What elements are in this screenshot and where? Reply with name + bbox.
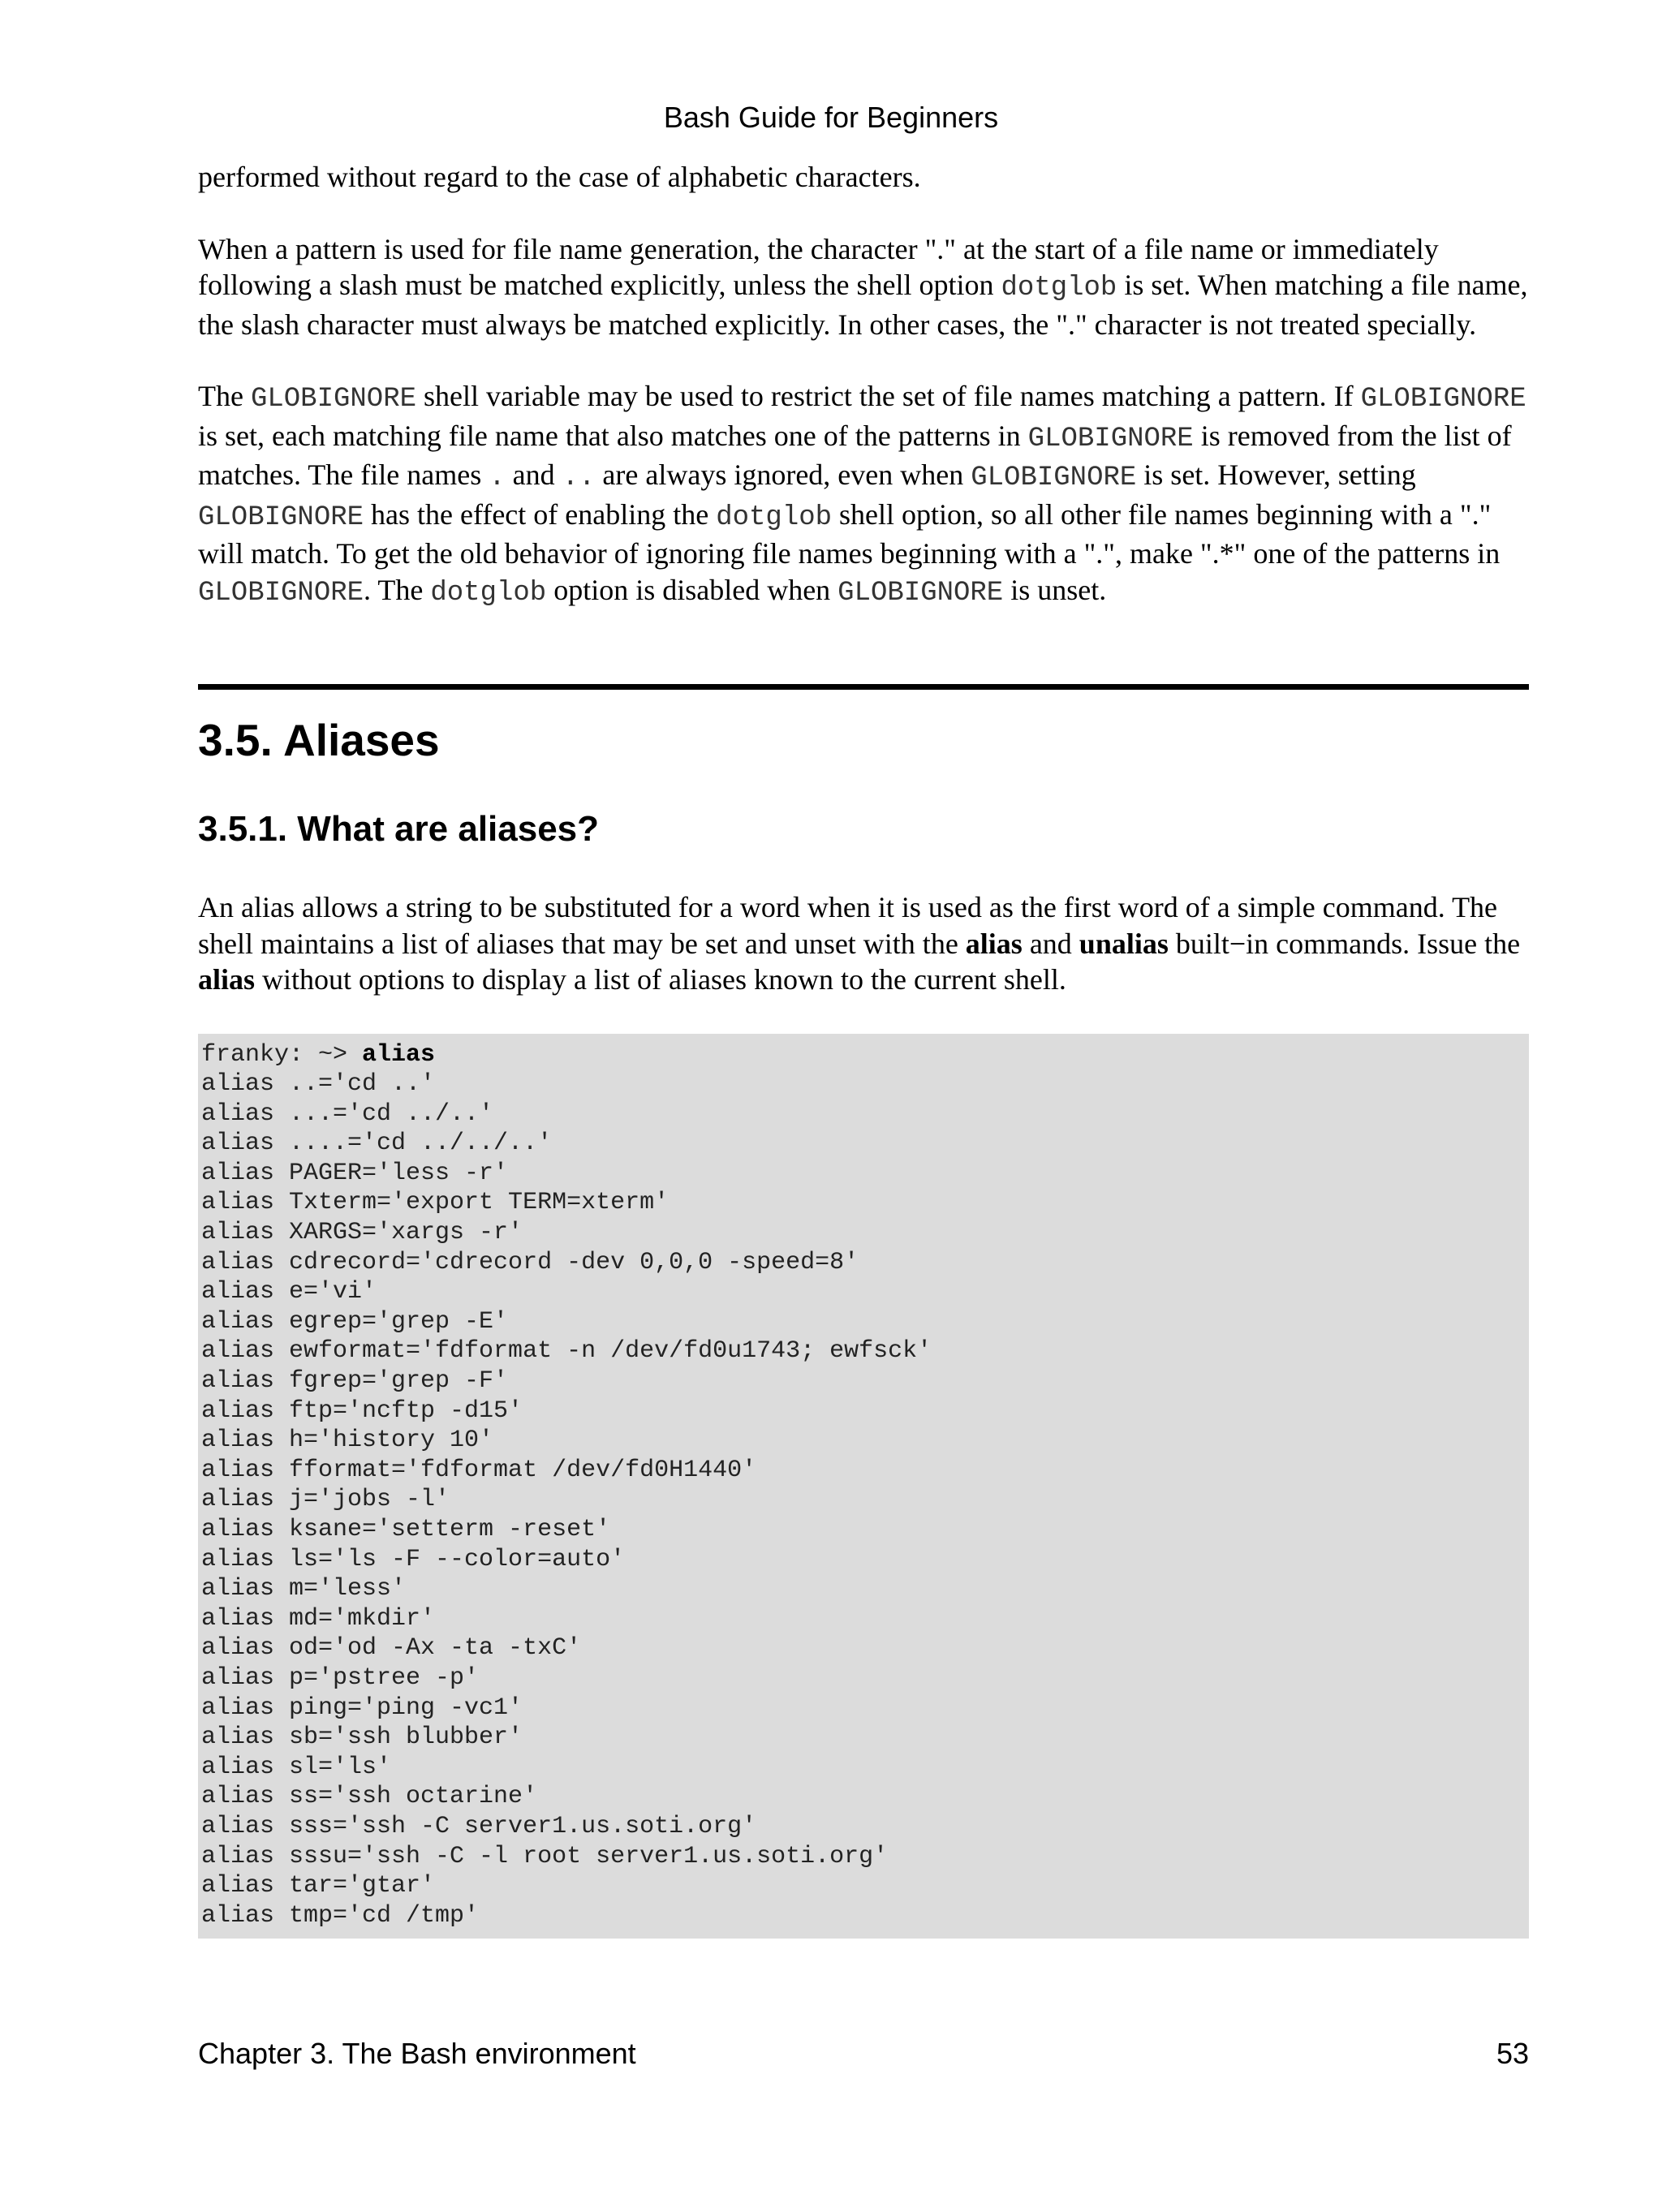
literal-option: dotglob bbox=[1001, 273, 1117, 303]
text-run: is set, each matching file name that also matches one of the patterns in bbox=[198, 419, 1028, 452]
output-line: alias od='od -Ax -ta -txC' bbox=[201, 1634, 582, 1663]
literal-variable: GLOBIGNORE bbox=[1027, 423, 1194, 454]
literal-option: dotglob bbox=[430, 577, 547, 609]
section-divider bbox=[198, 684, 1529, 690]
output-line: alias ksane='setterm -reset' bbox=[201, 1516, 611, 1543]
prompt-line bbox=[201, 1040, 1524, 1070]
output-line: alias tmp='cd /tmp' bbox=[201, 1901, 480, 1930]
literal-option: dotglob bbox=[716, 501, 833, 533]
chapter-title: Chapter 3. The Bash environment bbox=[198, 2037, 636, 2070]
output-line: alias j='jobs -l' bbox=[201, 1486, 450, 1514]
running-header: Bash Guide for Beginners bbox=[663, 101, 999, 134]
paragraph-dotglob bbox=[198, 231, 1529, 343]
output-line: alias ..='cd ..' bbox=[201, 1070, 436, 1099]
text-run: option is disabled when bbox=[546, 573, 838, 606]
text-run: is set. When matching a file name, the slash character must always be matched explicitly. In other cases, the "." character is not treated specially. bbox=[198, 269, 1528, 341]
typed-command: alias bbox=[362, 1040, 436, 1069]
literal-variable: GLOBIGNORE bbox=[198, 501, 364, 533]
text-run: built−in commands. Issue the bbox=[1168, 927, 1521, 960]
paragraph-alias-intro bbox=[198, 889, 1529, 998]
output-line: alias ls='ls -F --color=auto' bbox=[201, 1545, 626, 1573]
command-name: alias bbox=[965, 927, 1023, 960]
terminal-output-block bbox=[198, 1034, 1529, 1939]
paragraph-globignore bbox=[198, 378, 1529, 611]
shell-prompt: franky: ~> bbox=[201, 1040, 363, 1069]
literal-variable: GLOBIGNORE bbox=[1360, 384, 1526, 415]
output-line: alias cdrecord='cdrecord -dev 0,0,0 -speed=8' bbox=[201, 1248, 859, 1276]
text-run: An alias allows a string to be substituted for a word when it is used as the first word of a simple command. The shell maintains a list of aliases that may be set and unset with the bbox=[198, 891, 1498, 960]
output-line: alias PAGER='less -r' bbox=[201, 1159, 509, 1187]
output-line: alias ftp='ncftp -d15' bbox=[201, 1396, 523, 1425]
output-line: alias sb='ssh blubber' bbox=[201, 1724, 523, 1752]
output-line: alias ewformat='fdformat -n /dev/fd0u1743; ewfsck' bbox=[201, 1337, 932, 1366]
text-run: and bbox=[505, 458, 562, 491]
text-run: shell option, so all other file names beginning with a "." will match. To get the old behavior of ignoring file names beginning with a ".", make ".*" one of the patterns in bbox=[198, 497, 1501, 570]
text-run: is set. However, setting bbox=[1136, 458, 1416, 491]
literal-variable: GLOBIGNORE bbox=[837, 577, 1004, 609]
output-line: alias h='history 10' bbox=[201, 1427, 494, 1455]
output-line: alias fgrep='grep -F' bbox=[201, 1367, 509, 1396]
text-run: is removed from the list of matches. The file names bbox=[198, 419, 1512, 491]
output-line: alias ....='cd ../../..' bbox=[201, 1130, 553, 1158]
output-line: alias sssu='ssh -C -l root server1.us.soti.org' bbox=[201, 1842, 889, 1870]
text-run: When a pattern is used for file name generation, the character "." at the start of a file name or immediately following a slash must be matched explicitly, unless the shell option bbox=[198, 232, 1439, 301]
output-line: alias e='vi' bbox=[201, 1278, 377, 1306]
literal-variable: GLOBIGNORE bbox=[250, 384, 417, 415]
output-line: alias tar='gtar' bbox=[201, 1872, 436, 1900]
text-run: The bbox=[198, 380, 251, 412]
output-line: alias md='mkdir' bbox=[201, 1604, 436, 1633]
literal-filename: .. bbox=[562, 463, 596, 493]
output-line: alias ...='cd ../..' bbox=[201, 1100, 494, 1128]
section-heading: 3.5. Aliases bbox=[198, 715, 440, 765]
text-run: . The bbox=[364, 573, 431, 606]
output-line: alias ss='ssh octarine' bbox=[201, 1783, 538, 1811]
page-number: 53 bbox=[1496, 2037, 1529, 2070]
output-line: alias p='pstree -p' bbox=[201, 1663, 480, 1692]
subsection-heading: 3.5.1. What are aliases? bbox=[198, 809, 600, 849]
command-name: alias bbox=[198, 963, 256, 996]
output-line: alias m='less' bbox=[201, 1575, 407, 1603]
text-run: is unset. bbox=[1003, 573, 1107, 606]
text-run: and bbox=[1022, 927, 1079, 960]
text-run: shell variable may be used to restrict the set of file names matching a pattern. If bbox=[416, 380, 1361, 412]
paragraph-continuation: performed without regard to the case of alphabetic characters. bbox=[198, 161, 921, 193]
literal-variable: GLOBIGNORE bbox=[971, 463, 1137, 493]
output-line: alias fformat='fdformat /dev/fd0H1440' bbox=[201, 1456, 757, 1484]
output-line: alias ping='ping -vc1' bbox=[201, 1693, 523, 1722]
literal-filename: . bbox=[489, 463, 506, 493]
output-line: alias egrep='grep -E' bbox=[201, 1307, 509, 1336]
output-line: alias Txterm='export TERM=xterm' bbox=[201, 1189, 670, 1217]
output-line: alias sss='ssh -C server1.us.soti.org' bbox=[201, 1812, 757, 1840]
text-run: has the effect of enabling the bbox=[364, 497, 717, 531]
text-run: without options to display a list of aliases known to the current shell. bbox=[255, 963, 1066, 996]
output-line: alias sl='ls' bbox=[201, 1753, 392, 1781]
output-line: alias XARGS='xargs -r' bbox=[201, 1219, 523, 1247]
running-footer bbox=[198, 2037, 1529, 2071]
page-content bbox=[198, 159, 1529, 1939]
command-name: unalias bbox=[1079, 927, 1169, 960]
literal-variable: GLOBIGNORE bbox=[198, 577, 364, 609]
text-run: are always ignored, even when bbox=[595, 458, 971, 491]
